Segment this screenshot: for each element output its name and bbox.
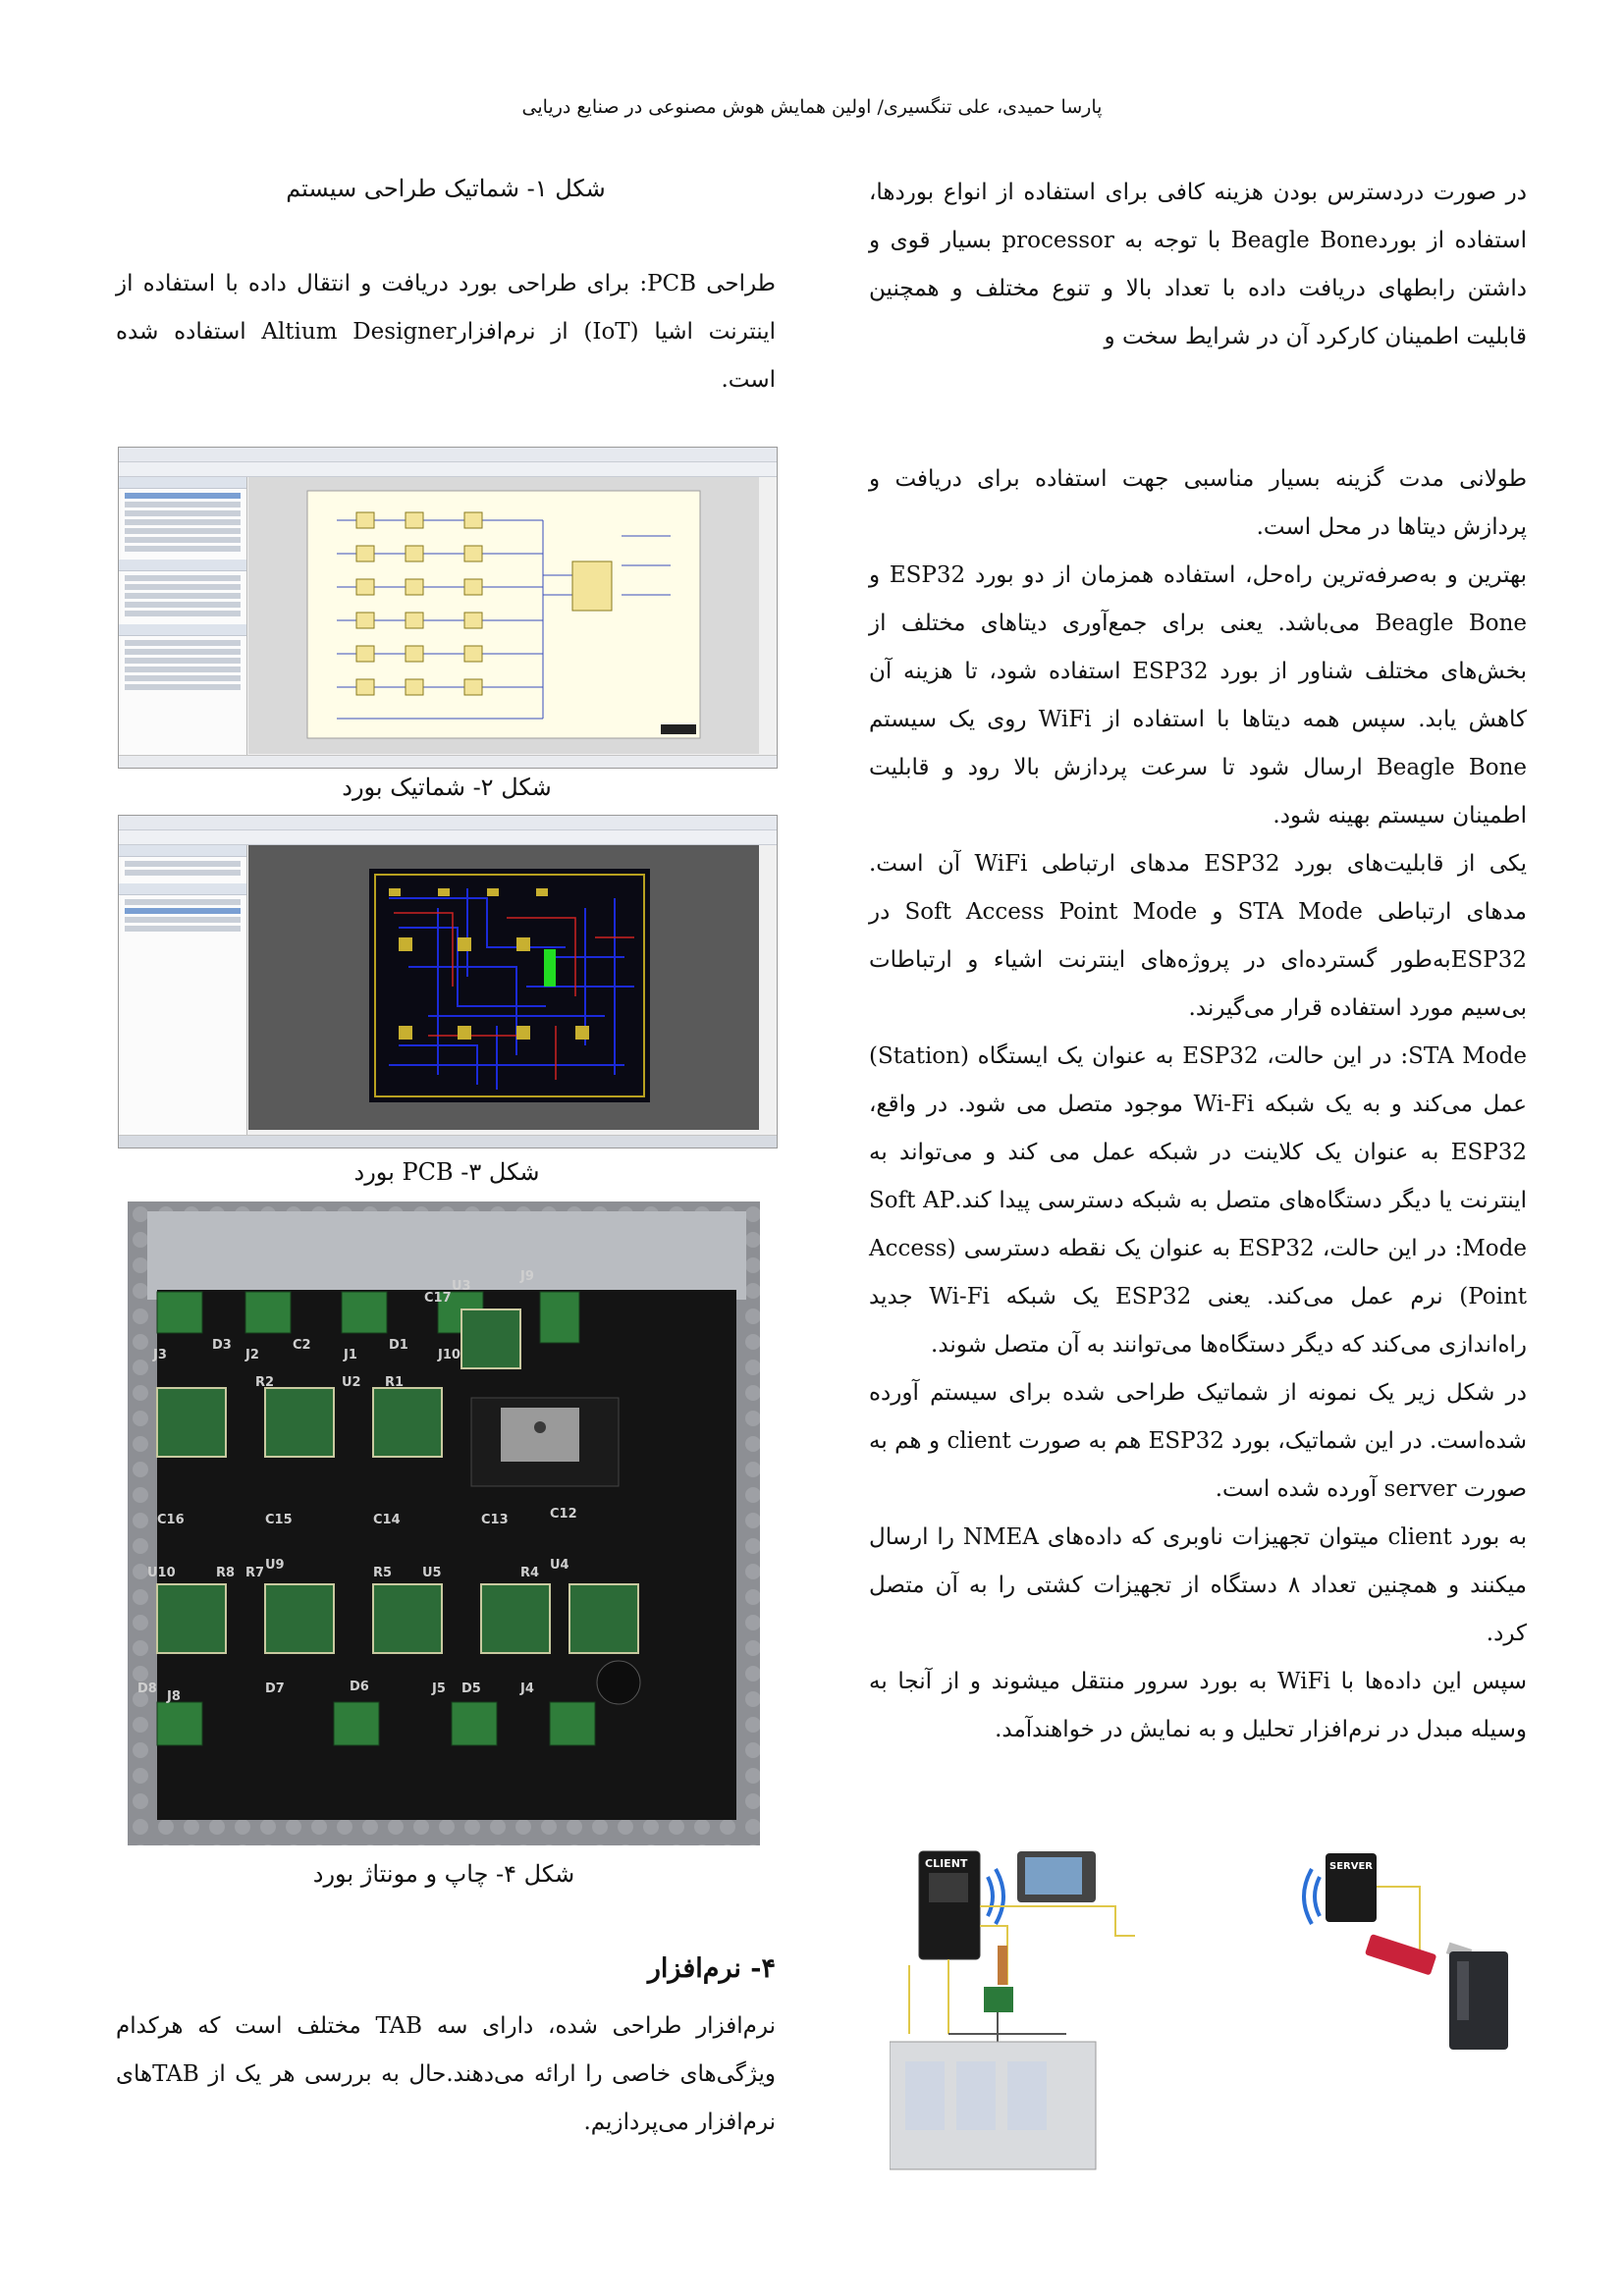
right-column [869, 169, 1527, 1754]
svg-text:J8: J8 [167, 1689, 181, 1704]
svg-text:R8: R8 [216, 1566, 236, 1580]
server-label: SERVER [1329, 1861, 1374, 1872]
svg-text:J1: J1 [344, 1348, 357, 1362]
svg-text:C14: C14 [373, 1513, 401, 1527]
fig2-caption: شکل ۲- شماتیک بورد [342, 774, 552, 801]
svg-text:C16: C16 [157, 1513, 185, 1527]
paragraph-client-nmea: به بورد client میتوان تجهیزات ناوبری که داده‌های NMEA را ارسال میکنند و همچنین تعداد ۸ دستگاه از تجهیزات کشتی را به آن متصل کرد. [869, 1524, 1527, 1646]
schematic-canvas [248, 477, 759, 754]
svg-text:C12: C12 [550, 1507, 577, 1522]
svg-text:C13: C13 [481, 1513, 509, 1527]
svg-text:D8: D8 [137, 1682, 157, 1696]
svg-text:C15: C15 [265, 1513, 293, 1527]
altium-schematic-screenshot [118, 447, 778, 769]
fig3-caption: شکل ۳- PCB بورد [353, 1158, 540, 1186]
paragraph-sta-softap: STA Mode: در این حالت، ESP32 به عنوان یک ایستگاه (Station) عمل می‌کند و به یک شبکه Wi-Fi موجود متصل می شود. در واقع، ESP32 به عنوان یک کلاینت در شبکه عمل می کند و می‌تواند به اینترنت یا دیگر دستگاه‌های متصل به شبکه دسترسی پیدا کند.Soft AP Mode: در این حالت، ESP32 به عنوان یک نقطه دسترسی (Access Point) نرم عمل می‌کند. یعنی ESP32 یک شبکه Wi-Fi جدید راه‌اندازی می‌کند که دیگر دستگاه‌ها می‌توانند به آن متصل شوند. [869, 1043, 1528, 1358]
client-label: CLIENT [925, 1857, 968, 1870]
svg-text:J4: J4 [520, 1682, 534, 1696]
svg-text:U3: U3 [452, 1279, 471, 1294]
pcb-layout [369, 869, 650, 1102]
altium-pcb-screenshot [118, 815, 778, 1148]
paragraph-wifi-modes: یکی از قابلیت‌های بورد ESP32 مدهای ارتباطی WiFi آن است. مدهای ارتباطی STA Mode و Soft Access Point Mode در ESP32به‌طور گسترده‌ای در پروژه‌های اینترنت اشیاء و ارتباطات بی‌سیم مورد استفاده قرار می‌گیرند. [869, 851, 1527, 1021]
svg-text:R2: R2 [255, 1375, 275, 1390]
svg-text:D3: D3 [212, 1338, 232, 1353]
fig4-caption: شکل ۴- چاپ و مونتاژ بورد [312, 1860, 575, 1888]
svg-text:J3: J3 [153, 1348, 167, 1362]
svg-text:C2: C2 [293, 1338, 311, 1353]
paragraph-software: نرم‌افزار طراحی شده، دارای سه TAB مختلف است که هرکدام ویژگی‌های خاصی را ارائه می‌دهند.حال به بررسی هر یک از TABهای نرم‌افزار می‌پردازیم. [116, 2013, 776, 2135]
paragraph-server-transfer: سپس این داده‌ها با WiFi به بورد سرور منتقل میشوند و از آنجا به وسیله مبدل در نرم‌افزار تحلیل و به نمایش در خواهندآمد. [869, 1669, 1527, 1742]
svg-text:J5: J5 [432, 1682, 446, 1696]
svg-text:J2: J2 [245, 1348, 259, 1362]
svg-text:J9: J9 [520, 1269, 534, 1284]
svg-text:J10: J10 [438, 1348, 460, 1362]
paragraph-pcb-design: طراحی PCB: برای طراحی بورد دریافت و انتقال داده با استفاده از اینترنت اشیا (IoT) از نرم‌افزارAltium Designer استفاده شده است. [116, 271, 776, 393]
section-heading-software: ۴- نرم‌افزار [647, 1953, 776, 1984]
paragraph-beaglebone-intro: در صورت دردسترس بودن هزینه کافی برای استفاده از انواع بوردها، استفاده از بوردBeagle Bone با توجه به processor بسیار قوی و داشتن رابطهای دریافت داده با تعداد بالا و تنوع مختلف و همچنین قابلیت اطمینان کارکرد آن در شرایط سخت و [869, 180, 1527, 349]
svg-text:D5: D5 [461, 1682, 481, 1696]
client-server-diagram [890, 1838, 1518, 2171]
svg-text:D6: D6 [350, 1680, 369, 1694]
paragraph-long-term: طولانی مدت گزینه بسیار مناسبی جهت استفاده برای دریافت و پردازش دیتاها در محل است. [869, 466, 1527, 540]
paragraph-best-solution: بهترین و به‌صرفه‌ترین راه‌حل، استفاده همزمان از دو بورد ESP32 و Beagle Bone می‌باشد. یعنی برای جمع‌آوری دیتاهای مختلف از بخش‌های مختلف شناور از بورد ESP32 استفاده شود، تا هزینه آن کاهش یابد. سپس همه دیتاها با استفاده از WiFi روی یک سیستم Beagle Bone ارسال شود تا سرعت پردازش بالا رود و قابلیت اطمینان سیستم بهینه شود. [869, 562, 1528, 828]
svg-text:R7: R7 [245, 1566, 265, 1580]
fig1-caption: شکل ۱- شماتیک طراحی سیستم [286, 175, 606, 202]
svg-text:R5: R5 [373, 1566, 393, 1580]
assembled-board-photo [128, 1201, 760, 1845]
software-paragraph-container [116, 2002, 776, 2147]
svg-text:U9: U9 [265, 1558, 285, 1573]
svg-text:R1: R1 [385, 1375, 405, 1390]
svg-text:U5: U5 [422, 1566, 442, 1580]
svg-text:D1: D1 [389, 1338, 408, 1353]
page-header: پارسا حمیدی، علی تنگسیری/ اولین همایش هوش مصنوعی در صنایع دریایی [521, 96, 1103, 118]
svg-text:U2: U2 [342, 1375, 361, 1390]
svg-text:U10: U10 [147, 1566, 176, 1580]
svg-text:C17: C17 [424, 1291, 452, 1306]
svg-text:D7: D7 [265, 1682, 285, 1696]
svg-text:U4: U4 [550, 1558, 569, 1573]
pcb-paragraph-container [116, 260, 776, 404]
svg-text:R4: R4 [520, 1566, 540, 1580]
paragraph-schematic-sample: در شکل زیر یک نمونه از شماتیک طراحی شده برای سیستم آورده شده‌است. در این شماتیک، بورد ESP32 هم به صورت client و هم به صورت server آورده شده است. [869, 1380, 1527, 1502]
